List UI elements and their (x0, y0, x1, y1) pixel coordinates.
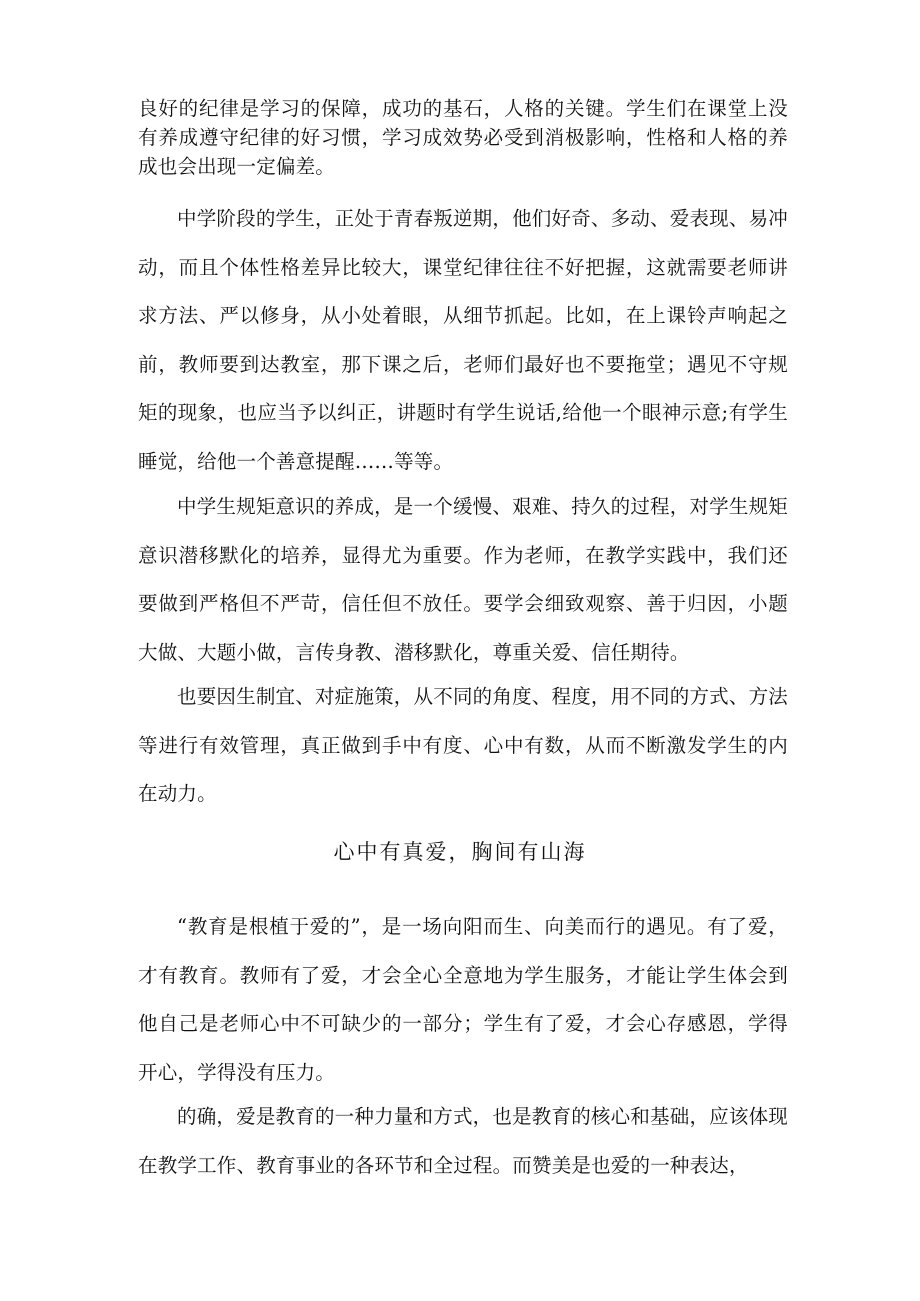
paragraph-discipline-intro: 良好的纪律是学习的保障，成功的基石，人格的关键。学生们在课堂上没有养成遵守纪律的好习惯，学习成效势必受到消极影响，性格和人格的养成也会出现一定偏差。 (138, 97, 788, 178)
paragraph-love-power: 的确，爱是教育的一种力量和方式，也是教育的核心和基础，应该体现在教学工作、教育事业的各环节和全过程。而赞美是也爱的一种表达， (138, 1105, 788, 1177)
paragraph-tailored-management: 也要因生制宜、对症施策，从不同的角度、程度，用不同的方式、方法等进行有效管理，真正做到手中有度、心中有数，从而不断激发学生的内在动力。 (138, 685, 788, 805)
section-title: 心中有真爱，胸间有山海 (333, 840, 587, 864)
paragraph-middle-school-students: 中学阶段的学生，正处于青春叛逆期，他们好奇、多动、爱表现、易冲动，而且个体性格差异比较大，课堂纪律往往不好把握，这就需要老师讲求方法、严以修身，从小处着眼，从细节抓起。比如，在上课铃声响起之前，教师要到达教室，那下课之后，老师们最好也不要拖堂；遇见不守规矩的现象，也应当予以纠正，讲题时有学生说话,给他一个眼神示意;有学生睡觉，给他一个善意提醒……等等。 (138, 207, 788, 473)
paragraph-rule-awareness: 中学生规矩意识的养成，是一个缓慢、艰难、持久的过程，对学生规矩意识潜移默化的培养，显得尤为重要。作为老师，在教学实践中，我们还要做到严格但不严苛，信任但不放任。要学会细致观察、善于归因，小题大做、大题小做，言传身教、潜移默化，尊重关爱、信任期待。 (138, 495, 788, 664)
paragraph-education-love: “教育是根植于爱的”，是一场向阳而生、向美而行的遇见。有了爱，才有教育。教师有了爱，才会全心全意地为学生服务，才能让学生体会到他自己是老师心中不可缺少的一部分；学生有了爱，才会心存感恩，学得开心，学得没有压力。 (138, 915, 788, 1084)
